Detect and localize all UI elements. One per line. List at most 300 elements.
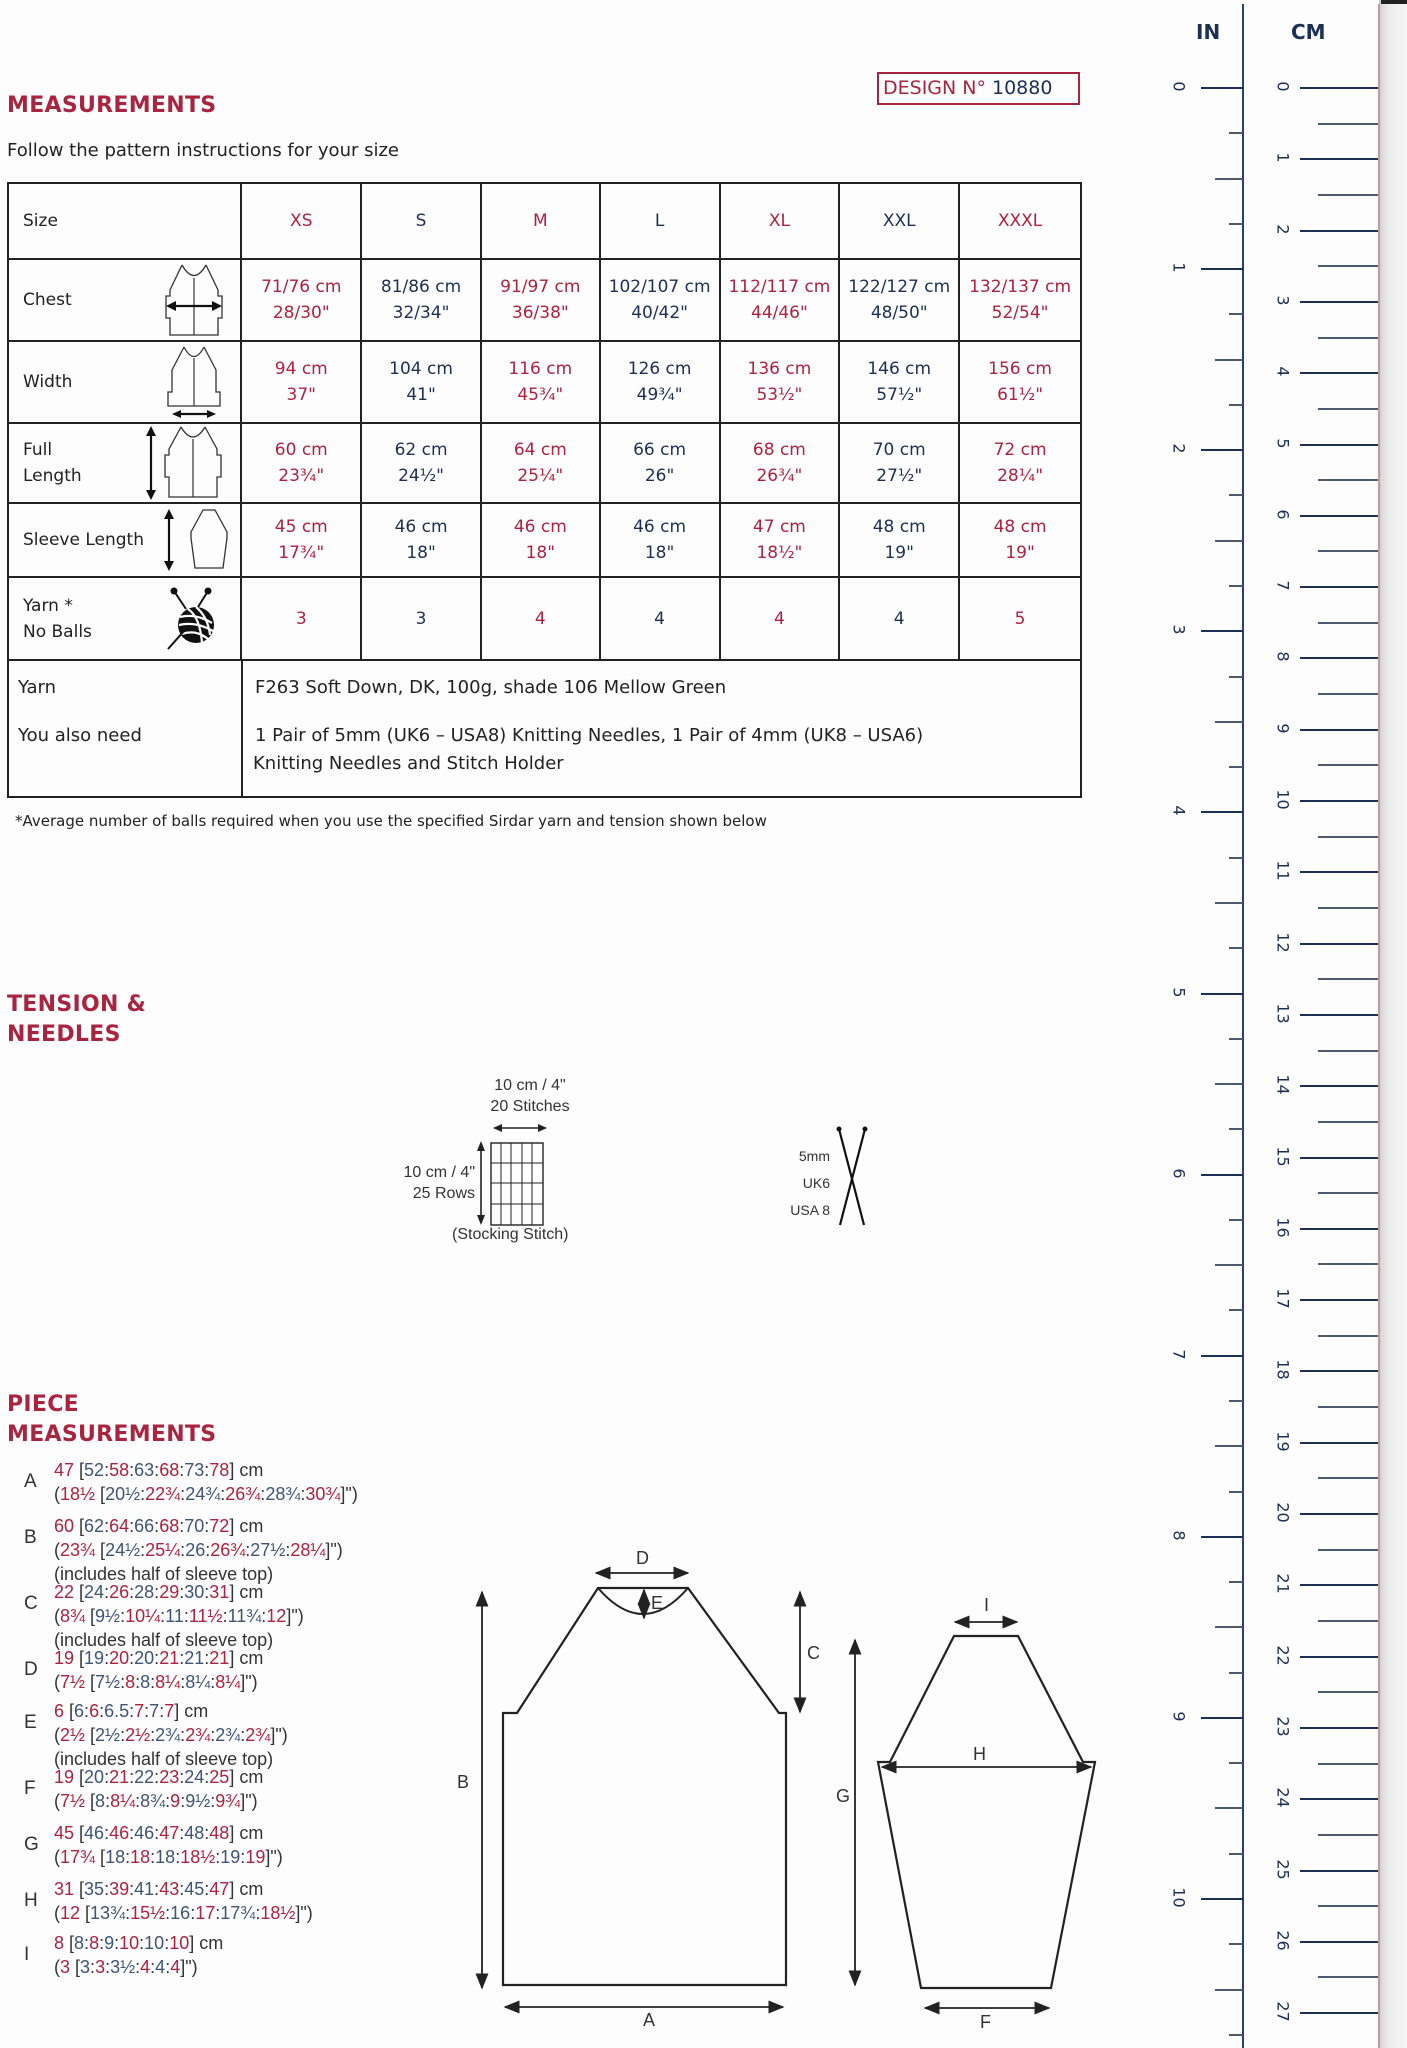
page-edge-shadow bbox=[1379, 0, 1407, 2048]
piece-value: : bbox=[135, 1791, 141, 1811]
piece-cm-line bbox=[54, 1514, 343, 1538]
ruler-in-quarter-tick bbox=[1229, 223, 1243, 225]
ruler-cm-major-tick bbox=[1300, 515, 1378, 517]
ruler-cm-minor-tick bbox=[1318, 479, 1378, 481]
piece-value: [ bbox=[95, 1484, 106, 1504]
ruler-in-quarter-tick bbox=[1229, 1581, 1243, 1583]
value-cm: 104 cm bbox=[389, 359, 453, 379]
piece-value: : bbox=[154, 1516, 160, 1536]
height-measure: 10 cm / 4" bbox=[403, 1164, 475, 1181]
piece-value: ( bbox=[54, 1903, 60, 1923]
piece-value: ]") bbox=[340, 1484, 358, 1504]
ruler-cm-number: 19 bbox=[1273, 1431, 1293, 1452]
row-label: Width bbox=[23, 372, 73, 392]
ruler-cm-number: 14 bbox=[1273, 1074, 1293, 1095]
piece-value: : bbox=[154, 1460, 160, 1480]
piece-heading-line2: MEASUREMENTS bbox=[7, 1422, 217, 1447]
piece-value: : bbox=[204, 1460, 210, 1480]
ruler-in-major-tick bbox=[1201, 449, 1243, 451]
piece-value: 9½ bbox=[185, 1791, 211, 1811]
piece-letter: H bbox=[24, 1890, 38, 1911]
balls-value: 3 bbox=[241, 577, 361, 660]
ruler-in-major-tick bbox=[1201, 1717, 1243, 1719]
value-cm: 81/86 cm bbox=[380, 277, 462, 297]
piece-value: [ bbox=[95, 1540, 106, 1560]
ruler-cm-major-tick bbox=[1300, 1584, 1378, 1586]
piece-value: 21 bbox=[184, 1648, 205, 1668]
ruler-cm-number: 21 bbox=[1273, 1573, 1293, 1594]
value-cm: 156 cm bbox=[988, 359, 1052, 379]
piece-value: 17¾ bbox=[60, 1847, 96, 1867]
piece-value: : bbox=[179, 1460, 185, 1480]
piece-value: ] cm bbox=[174, 1701, 209, 1721]
width-row bbox=[8, 341, 1081, 423]
ruler-cm-number: 18 bbox=[1273, 1359, 1293, 1381]
piece-value: 78 bbox=[209, 1460, 230, 1480]
size-header-row bbox=[8, 183, 1081, 259]
piece-text bbox=[54, 1580, 304, 1652]
ruler-cm-major-tick bbox=[1300, 1656, 1378, 1658]
value-cell bbox=[600, 423, 720, 503]
value-in: 49¾" bbox=[636, 385, 683, 405]
ruler-cm-minor-tick bbox=[1318, 622, 1378, 624]
ruler-cm-number: 12 bbox=[1273, 931, 1293, 953]
piece-text bbox=[54, 1765, 263, 1813]
piece-value: : bbox=[154, 1879, 160, 1899]
piece-value: 24 bbox=[184, 1767, 205, 1787]
ruler-cm-minor-tick bbox=[1318, 1477, 1378, 1479]
piece-value: 25¼ bbox=[145, 1540, 181, 1560]
piece-value: [ bbox=[85, 1791, 96, 1811]
ruler-in-half-tick bbox=[1215, 721, 1243, 723]
value-cell bbox=[720, 503, 840, 577]
piece-value: : bbox=[204, 1582, 210, 1602]
size-header: L bbox=[600, 183, 720, 259]
value-cell bbox=[720, 341, 840, 423]
piece-value: : bbox=[154, 1823, 160, 1843]
piece-value: ]") bbox=[265, 1847, 283, 1867]
ruler-in-quarter-tick bbox=[1229, 1400, 1243, 1402]
piece-value: 72 bbox=[209, 1516, 230, 1536]
value-in: 18" bbox=[644, 543, 675, 563]
yarn-value: F263 Soft Down, DK, 100g, shade 106 Mellow Green bbox=[255, 677, 727, 698]
piece-value: 23 bbox=[159, 1767, 180, 1787]
also-need-line1: 1 Pair of 5mm (UK6 – USA8) Knitting Needles, 1 Pair of 4mm (UK8 – USA6) bbox=[255, 725, 924, 746]
piece-in-line bbox=[54, 1723, 288, 1747]
ruler-cm-major-tick bbox=[1300, 1798, 1378, 1800]
ruler-cm-major-tick bbox=[1300, 1727, 1378, 1729]
ruler-cm-major-tick bbox=[1300, 657, 1378, 659]
piece-value: : bbox=[260, 1484, 266, 1504]
value-in: 41" bbox=[406, 385, 436, 405]
size-header: XXL bbox=[839, 183, 959, 259]
needle-size: 5mm bbox=[798, 1148, 830, 1164]
ruler-in-number: 1 bbox=[1169, 262, 1189, 273]
piece-value: 21 bbox=[109, 1767, 130, 1787]
piece-value: ]") bbox=[270, 1725, 288, 1745]
piece-value: 26 bbox=[109, 1582, 130, 1602]
value-cm: 46 cm bbox=[513, 517, 567, 537]
ruler-cm-major-tick bbox=[1300, 800, 1378, 802]
piece-cm-line bbox=[54, 1646, 263, 1670]
value-cm: 94 cm bbox=[274, 359, 328, 379]
width-garment-icon bbox=[164, 344, 224, 420]
piece-value: ] cm bbox=[189, 1933, 224, 1953]
ruler-cm-number: 22 bbox=[1273, 1644, 1293, 1666]
piece-value: 48 bbox=[209, 1823, 230, 1843]
piece-letter: B bbox=[24, 1527, 37, 1548]
ruler-cm-number: 6 bbox=[1273, 509, 1293, 520]
ruler-edge-line bbox=[1378, 4, 1380, 2048]
ruler-in-quarter-tick bbox=[1229, 404, 1243, 406]
ruler-in-number: 6 bbox=[1169, 1168, 1189, 1179]
piece-value: 7 bbox=[134, 1701, 145, 1721]
row-label-line2: No Balls bbox=[23, 621, 92, 642]
piece-value: 24 bbox=[84, 1582, 105, 1602]
piece-value: : bbox=[245, 1540, 251, 1560]
width-label-cell bbox=[8, 341, 241, 423]
value-in: 53½" bbox=[756, 385, 803, 405]
piece-value: : bbox=[190, 1903, 196, 1923]
piece-value: 39 bbox=[109, 1879, 130, 1899]
balls-value: 5 bbox=[959, 577, 1081, 660]
piece-text bbox=[54, 1877, 313, 1925]
piece-value: 18 bbox=[155, 1847, 176, 1867]
value-cm: 45 cm bbox=[274, 517, 328, 537]
piece-value: ( bbox=[54, 1484, 60, 1504]
value-in: 18" bbox=[406, 543, 436, 563]
ruler-cm-minor-tick bbox=[1318, 265, 1378, 267]
piece-value: 31 bbox=[209, 1582, 230, 1602]
diagram-label-d: D bbox=[636, 1548, 649, 1568]
value-cell bbox=[959, 503, 1081, 577]
diagram-label-c: C bbox=[807, 1643, 820, 1663]
piece-value: ]") bbox=[286, 1606, 304, 1626]
piece-value: : bbox=[183, 1606, 189, 1626]
materials-divider bbox=[241, 661, 243, 796]
ruler-cm-major-tick bbox=[1300, 2012, 1378, 2014]
ruler-cm-major-tick bbox=[1300, 1014, 1378, 1016]
ruler-cm-number: 8 bbox=[1273, 651, 1293, 662]
piece-value: [ bbox=[80, 1903, 91, 1923]
piece-value: 21 bbox=[209, 1648, 230, 1668]
piece-value: : bbox=[120, 1672, 126, 1692]
ruler-cm-number: 26 bbox=[1273, 1930, 1293, 1951]
value-cm: 64 cm bbox=[513, 440, 567, 460]
ruler-cm-minor-tick bbox=[1318, 1691, 1378, 1693]
value-cm: 48 cm bbox=[993, 517, 1047, 537]
ruler-in-major-tick bbox=[1201, 268, 1243, 270]
value-in: 37" bbox=[286, 385, 316, 405]
diagram-label-i: I bbox=[984, 1595, 990, 1615]
value-cell bbox=[481, 503, 600, 577]
value-cm: 146 cm bbox=[867, 359, 932, 379]
ruler-in-quarter-tick bbox=[1229, 947, 1243, 949]
value-in: 19" bbox=[884, 543, 914, 563]
piece-value: 28 bbox=[134, 1582, 155, 1602]
piece-value: 9 bbox=[170, 1791, 181, 1811]
piece-value: : bbox=[300, 1484, 306, 1504]
piece-value: ] cm bbox=[229, 1582, 264, 1602]
piece-in-line bbox=[54, 1604, 304, 1628]
piece-value: : bbox=[204, 1879, 210, 1899]
ruler-cm-minor-tick bbox=[1318, 693, 1378, 695]
value-cell bbox=[720, 259, 840, 341]
piece-value: : bbox=[150, 1847, 156, 1867]
ruler-cm-number: 11 bbox=[1273, 860, 1293, 881]
value-cell bbox=[839, 259, 959, 341]
piece-value: 12 bbox=[266, 1606, 287, 1626]
value-in: 27½" bbox=[876, 466, 923, 486]
piece-value: 30 bbox=[184, 1582, 205, 1602]
ruler-in-quarter-tick bbox=[1229, 1943, 1243, 1945]
balls-value: 4 bbox=[600, 577, 720, 660]
yarn-ball-icon bbox=[166, 587, 220, 651]
piece-value: [ bbox=[74, 1879, 85, 1899]
piece-value: [ bbox=[74, 1516, 85, 1536]
value-cm: 126 cm bbox=[627, 359, 692, 379]
piece-value: 7½ bbox=[60, 1791, 86, 1811]
piece-value: ]") bbox=[295, 1903, 313, 1923]
piece-value: ( bbox=[54, 1725, 60, 1745]
piece-value: 62 bbox=[84, 1516, 105, 1536]
ruler-in-half-tick bbox=[1215, 1445, 1243, 1447]
piece-value: ( bbox=[54, 1957, 60, 1977]
piece-cm-line bbox=[54, 1699, 288, 1723]
ruler-in-major-tick bbox=[1201, 1898, 1243, 1900]
ruler-cm-major-tick bbox=[1300, 230, 1378, 232]
piece-value: 4 bbox=[155, 1957, 166, 1977]
value-cell bbox=[959, 423, 1081, 503]
piece-in-line bbox=[54, 1901, 313, 1925]
sleeve-piece-diagram bbox=[870, 1590, 1100, 2030]
ruler-cm-major-tick bbox=[1300, 1370, 1378, 1372]
piece-value: 22 bbox=[54, 1582, 75, 1602]
ruler-cm-number: 7 bbox=[1273, 580, 1293, 591]
piece-letter: C bbox=[24, 1593, 38, 1614]
piece-value: 28¾ bbox=[265, 1484, 301, 1504]
size-header: XL bbox=[720, 183, 840, 259]
diagram-label-e: E bbox=[651, 1593, 664, 1613]
chest-garment-icon bbox=[162, 262, 226, 338]
value-cell bbox=[241, 503, 361, 577]
ruler-in-quarter-tick bbox=[1229, 857, 1243, 859]
value-in: 36/38" bbox=[511, 303, 569, 323]
piece-value: : bbox=[150, 1725, 156, 1745]
piece-value: 21 bbox=[159, 1648, 180, 1668]
size-header: S bbox=[361, 183, 481, 259]
tension-height-text bbox=[375, 1162, 475, 1204]
piece-letter: D bbox=[24, 1659, 38, 1680]
value-cm: 102/107 cm bbox=[608, 277, 711, 297]
value-cell bbox=[481, 423, 600, 503]
ruler-in-number: 0 bbox=[1169, 81, 1189, 92]
piece-value: 45 bbox=[184, 1879, 205, 1899]
piece-value: : bbox=[120, 1606, 126, 1626]
ruler-in-quarter-tick bbox=[1229, 766, 1243, 768]
piece-value: : bbox=[104, 1879, 110, 1899]
piece-value: 27½ bbox=[250, 1540, 286, 1560]
row-label: Full bbox=[23, 440, 53, 460]
piece-value: 10 bbox=[144, 1933, 165, 1953]
piece-value: 2½ bbox=[60, 1725, 86, 1745]
piece-value: : bbox=[105, 1957, 111, 1977]
value-in: 57½" bbox=[876, 385, 923, 405]
ruler-in-major-tick bbox=[1201, 811, 1243, 813]
ruler-cm-number: 15 bbox=[1273, 1145, 1293, 1167]
ruler-cm-minor-tick bbox=[1318, 1763, 1378, 1765]
piece-in-line bbox=[54, 1955, 223, 1979]
value-cell bbox=[481, 259, 600, 341]
piece-value: 63 bbox=[134, 1460, 155, 1480]
diagram-label-h: H bbox=[973, 1744, 986, 1764]
piece-value: [ bbox=[74, 1460, 85, 1480]
piece-cm-line bbox=[54, 1458, 358, 1482]
piece-note: (includes half of sleeve top) bbox=[54, 1630, 274, 1650]
piece-value: 22¾ bbox=[145, 1484, 181, 1504]
piece-value: : bbox=[135, 1957, 141, 1977]
piece-value: 26¾ bbox=[225, 1484, 261, 1504]
balls-value: 4 bbox=[720, 577, 840, 660]
piece-value: 19 bbox=[245, 1847, 266, 1867]
piece-value: 6.5 bbox=[104, 1701, 130, 1721]
value-in: 44/46" bbox=[751, 303, 808, 323]
piece-value: 9½ bbox=[95, 1606, 121, 1626]
piece-value: 2¾ bbox=[215, 1725, 241, 1745]
piece-value: : bbox=[179, 1648, 185, 1668]
piece-value: 19 bbox=[54, 1648, 75, 1668]
ruler-in-quarter-tick bbox=[1229, 1762, 1243, 1764]
piece-value: : bbox=[104, 1460, 110, 1480]
piece-value: 26 bbox=[185, 1540, 206, 1560]
ruler-cm-major-tick bbox=[1300, 158, 1378, 160]
piece-value: [ bbox=[64, 1701, 75, 1721]
piece-value: 6 bbox=[89, 1701, 100, 1721]
piece-value: 3½ bbox=[110, 1957, 136, 1977]
piece-value: ( bbox=[54, 1847, 60, 1867]
ruler-in-half-tick bbox=[1215, 178, 1243, 180]
ruler-in-half-tick bbox=[1215, 902, 1243, 904]
value-cell bbox=[241, 259, 361, 341]
piece-value: 13¾ bbox=[90, 1903, 126, 1923]
piece-value: : bbox=[204, 1516, 210, 1536]
ruler-in-major-tick bbox=[1201, 630, 1243, 632]
piece-value: 8 bbox=[89, 1933, 100, 1953]
piece-cm-line bbox=[54, 1821, 283, 1845]
ruler-cm-major-tick bbox=[1300, 1941, 1378, 1943]
needle-text bbox=[770, 1143, 830, 1224]
value-cm: 91/97 cm bbox=[500, 277, 581, 297]
piece-value: 19 bbox=[54, 1767, 75, 1787]
value-cm: 72 cm bbox=[993, 440, 1047, 460]
yarn-balls-row bbox=[8, 577, 1081, 660]
ruler-cm-number: 27 bbox=[1273, 2001, 1293, 2022]
piece-heading-line1: PIECE bbox=[7, 1392, 80, 1417]
ruler-cm-minor-tick bbox=[1318, 1192, 1378, 1194]
ruler-cm-major-tick bbox=[1300, 1442, 1378, 1444]
ruler-in-quarter-tick bbox=[1229, 1672, 1243, 1674]
piece-value: : bbox=[210, 1791, 216, 1811]
value-in: 18" bbox=[525, 543, 556, 563]
piece-value: 11 bbox=[165, 1606, 184, 1626]
piece-cm-line bbox=[54, 1580, 304, 1604]
piece-value: ( bbox=[54, 1606, 60, 1626]
piece-value: : bbox=[179, 1767, 185, 1787]
ruler-in-half-tick bbox=[1215, 1989, 1243, 1991]
piece-value: : bbox=[255, 1903, 261, 1923]
value-in: 45¾" bbox=[517, 385, 564, 405]
value-cell bbox=[600, 259, 720, 341]
row-label-line2: Length bbox=[23, 466, 82, 486]
piece-value: 46 bbox=[134, 1823, 155, 1843]
piece-value: 8 bbox=[140, 1672, 151, 1692]
piece-value: 58 bbox=[109, 1460, 130, 1480]
piece-value: 24½ bbox=[105, 1540, 141, 1560]
design-label: DESIGN N° bbox=[883, 77, 986, 99]
piece-value: 18½ bbox=[60, 1484, 96, 1504]
ruler-cm-minor-tick bbox=[1318, 1050, 1378, 1052]
ruler-cm-minor-tick bbox=[1318, 123, 1378, 125]
piece-value: : bbox=[180, 1725, 186, 1745]
materials-box bbox=[7, 659, 1082, 798]
ruler-in-major-tick bbox=[1201, 87, 1243, 89]
ruler-cm-minor-tick bbox=[1318, 1976, 1378, 1978]
ruler-in-major-tick bbox=[1201, 1536, 1243, 1538]
value-cm: 48 cm bbox=[872, 517, 926, 537]
ruler-in-quarter-tick bbox=[1229, 676, 1243, 678]
size-header: XXXL bbox=[959, 183, 1081, 259]
width-measure: 10 cm / 4" bbox=[494, 1077, 566, 1094]
value-in: 52/54" bbox=[991, 303, 1049, 323]
piece-value: : bbox=[139, 1933, 145, 1953]
piece-value: ] cm bbox=[229, 1460, 264, 1480]
measurements-heading: MEASUREMENTS bbox=[7, 93, 217, 118]
value-in: 40/42" bbox=[631, 303, 688, 323]
piece-value: 26¾ bbox=[210, 1540, 246, 1560]
piece-value: 18 bbox=[130, 1847, 151, 1867]
ruler-cm-minor-tick bbox=[1318, 337, 1378, 339]
ruler-in-quarter-tick bbox=[1229, 1853, 1243, 1855]
piece-value: 19 bbox=[84, 1648, 105, 1668]
piece-value: [ bbox=[74, 1767, 85, 1787]
piece-value: : bbox=[144, 1701, 150, 1721]
piece-value: 16 bbox=[170, 1903, 191, 1923]
piece-value: 48 bbox=[184, 1823, 205, 1843]
piece-value: : bbox=[129, 1879, 135, 1899]
ruler-cm-minor-tick bbox=[1318, 764, 1378, 766]
ruler-cm-major-tick bbox=[1300, 1299, 1378, 1301]
ruler-in-half-tick bbox=[1215, 359, 1243, 361]
piece-value: 22 bbox=[134, 1767, 155, 1787]
ruler-cm-number: 4 bbox=[1273, 366, 1293, 377]
value-in: 28/30" bbox=[272, 303, 330, 323]
piece-value: : bbox=[104, 1767, 110, 1787]
value-cm: 112/117 cm bbox=[728, 277, 831, 297]
stitch-count: 20 Stitches bbox=[490, 1098, 570, 1115]
piece-value: [ bbox=[64, 1933, 75, 1953]
value-in: 48/50" bbox=[870, 303, 928, 323]
ruler-in-half-tick bbox=[1215, 1807, 1243, 1809]
design-number-box bbox=[877, 72, 1080, 105]
piece-value: : bbox=[175, 1847, 181, 1867]
piece-letter: F bbox=[24, 1778, 36, 1799]
piece-in-line bbox=[54, 1845, 283, 1869]
row-label: Sleeve Length bbox=[23, 530, 144, 550]
piece-value: [ bbox=[74, 1582, 85, 1602]
ruler-cm-minor-tick bbox=[1318, 907, 1378, 909]
balls-value: 3 bbox=[361, 577, 481, 660]
ruler-cm-number: 3 bbox=[1273, 295, 1293, 306]
